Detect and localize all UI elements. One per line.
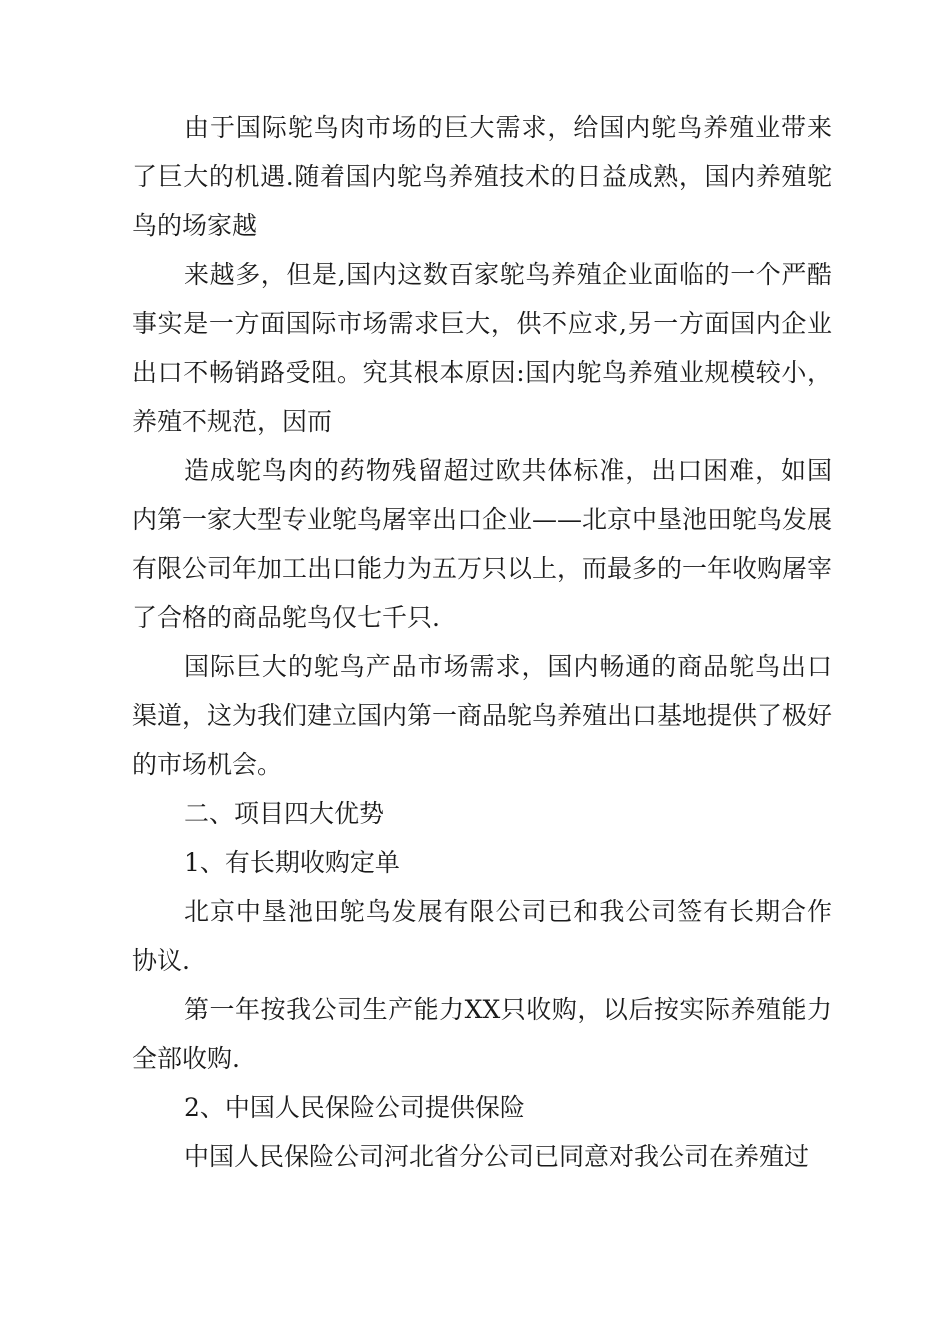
subheading-purchase-orders: 1、有长期收购定单 (184, 848, 400, 877)
subheading-insurance: 2、中国人民保险公司提供保险 (184, 1093, 525, 1122)
section-heading-advantages: 二、项目四大优势 (184, 799, 385, 828)
paragraph-cooperation-agreement: 北京中垦池田鸵鸟发展有限公司已和我公司签有长期合作协议. (132, 897, 832, 975)
document-body (132, 103, 832, 1181)
paragraph-market-demand: 由于国际鸵鸟肉市场的巨大需求，给国内鸵鸟养殖业带来了巨大的机遇.随着国内鸵鸟养殖技术的日益成熟，国内养殖鸵鸟的场家越 (132, 113, 832, 240)
paragraph-market-opportunity: 国际巨大的鸵鸟产品市场需求，国内畅通的商品鸵鸟出口渠道，这为我们建立国内第一商品鸵鸟养殖出口基地提供了极好的市场机会。 (132, 652, 833, 779)
paragraph-insurance-terms: 中国人民保险公司河北省分公司已同意对我公司在养殖过 (184, 1142, 810, 1171)
paragraph-purchase-terms: 第一年按我公司生产能力XX只收购，以后按实际养殖能力全部收购. (132, 995, 832, 1073)
paragraph-export-difficulty: 造成鸵鸟肉的药物残留超过欧共体标准，出口困难，如国内第一家大型专业鸵鸟屠宰出口企业——北京中垦池田鸵鸟发展有限公司年加工出口能力为五万只以上，而最多的一年收购屠宰了合格的商品鸵鸟仅七千只. (132, 456, 833, 632)
paragraph-industry-problem: 来越多，但是,国内这数百家鸵鸟养殖企业面临的一个严酷事实是一方面国际市场需求巨大，供不应求,另一方面国内企业出口不畅销路受阻。究其根本原因:国内鸵鸟养殖业规模较小，养殖不规范，因而 (132, 260, 832, 436)
